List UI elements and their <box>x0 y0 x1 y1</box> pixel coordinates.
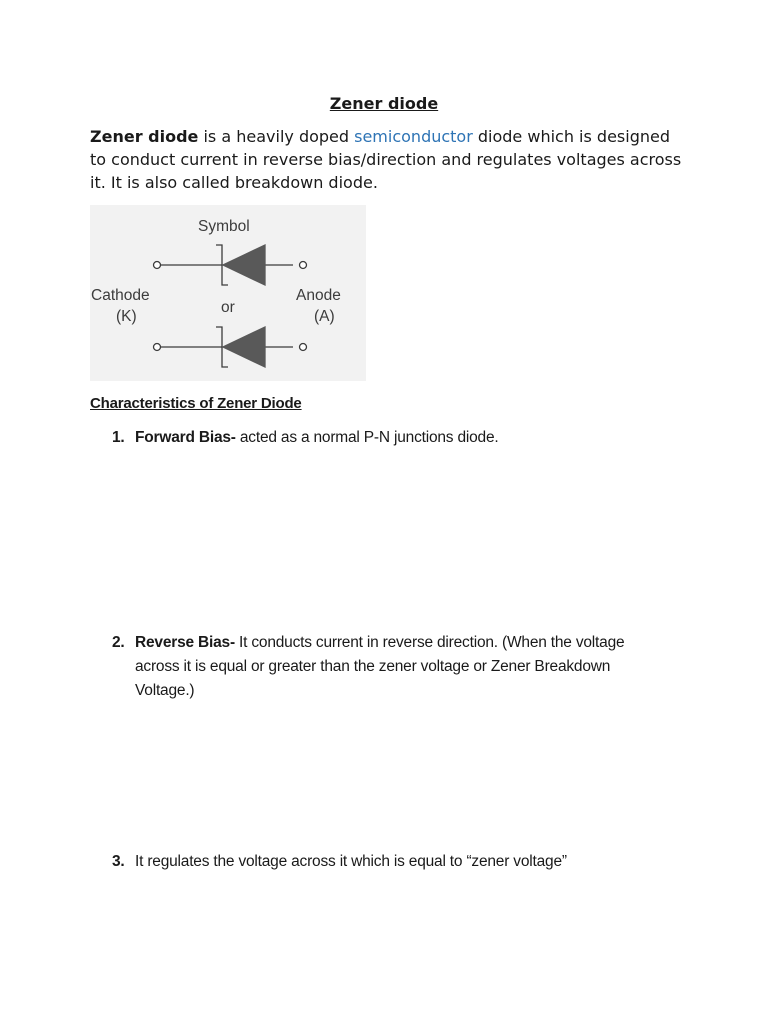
intro-text-2: diode which is designed to conduct current in reverse bias/direction and regulates voltages across it. It is also called breakdown diode. <box>90 127 682 192</box>
list-term: Reverse Bias- <box>135 634 235 651</box>
list-number: 2. <box>112 634 125 651</box>
list-item <box>112 850 672 874</box>
intro-paragraph <box>90 125 690 194</box>
or-label: or <box>221 299 235 316</box>
list-number: 1. <box>112 429 125 446</box>
anode-label: Anode <box>296 287 341 304</box>
section-heading: Characteristics of Zener Diode <box>90 395 302 412</box>
zener-diode-top <box>154 245 307 285</box>
zener-symbol-diagram <box>90 205 366 381</box>
page-title: Zener diode <box>329 94 439 113</box>
cathode-abbr: (K) <box>116 308 137 325</box>
list-text: It conducts current in reverse direction. (When the voltage across it is equal or greater than the zener voltage or Zener Breakdown Voltage.) <box>135 634 625 699</box>
list-item <box>112 426 672 450</box>
cathode-label: Cathode <box>91 287 150 304</box>
list-text: It regulates the voltage across it which is equal to “zener voltage” <box>135 853 567 870</box>
zener-diode-bottom <box>154 327 307 367</box>
intro-text-1: is a heavily doped <box>198 127 355 146</box>
symbol-label: Symbol <box>198 218 250 235</box>
list-text: acted as a normal P-N junctions diode. <box>235 429 499 446</box>
list-number: 3. <box>112 853 125 870</box>
list-item <box>112 631 672 703</box>
list-term: Forward Bias- <box>135 429 236 446</box>
zener-symbol-figure <box>90 205 366 381</box>
anode-abbr: (A) <box>314 308 335 325</box>
semiconductor-link[interactable]: semiconductor <box>354 127 473 146</box>
intro-lead: Zener diode <box>90 127 199 146</box>
